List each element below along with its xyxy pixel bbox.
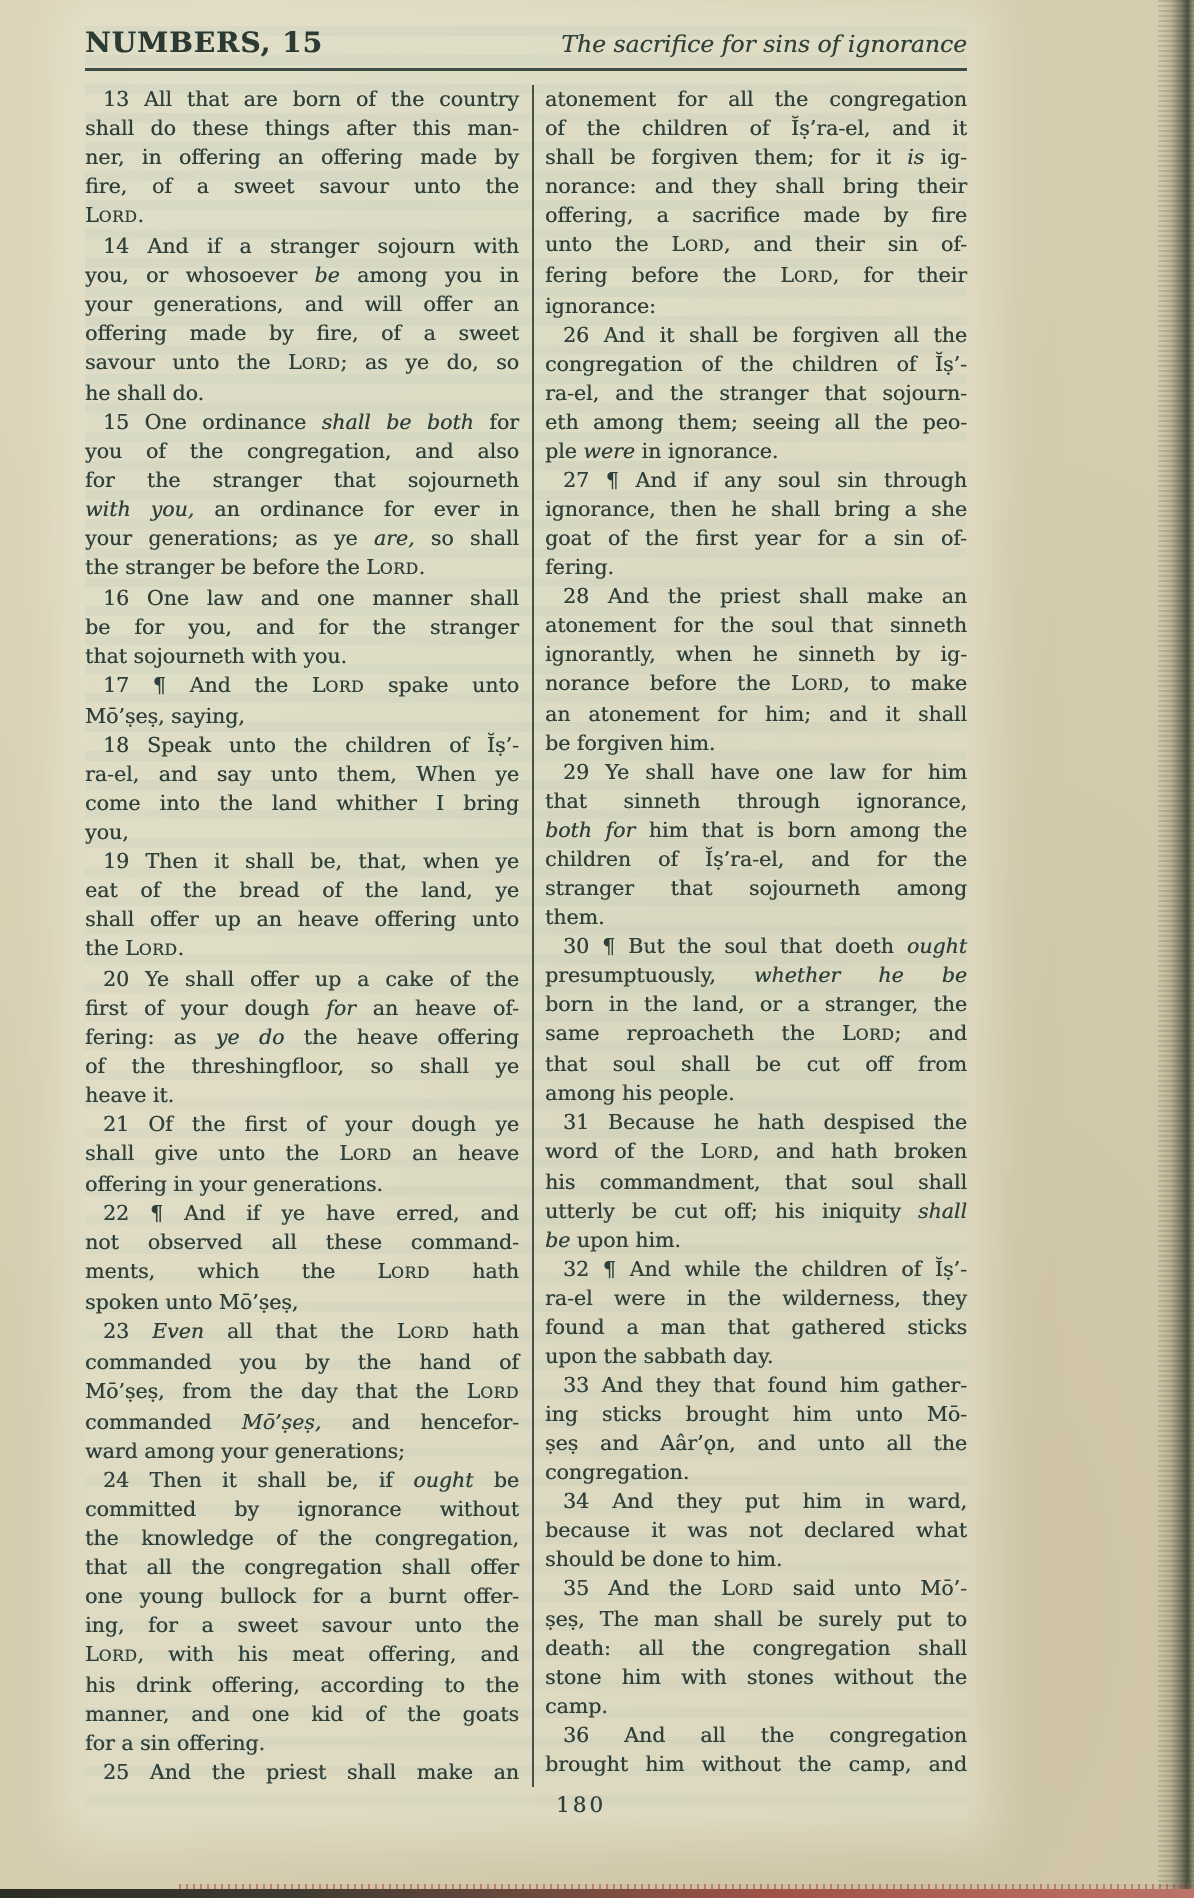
text-line: 16 One law and one manner shall [103, 586, 519, 610]
text-line: atonement for the soul that sinneth [544, 613, 967, 637]
running-header [85, 26, 967, 60]
text-line: shall be forgiven them; for it is ig- [544, 145, 967, 169]
header-rule [85, 68, 967, 71]
text-line: 20 Ye shall offer up a cake of the [103, 967, 519, 991]
text-line: ignorantly, when he sinneth by ig- [544, 642, 967, 666]
text-line: brought him without the camp, and [544, 1752, 967, 1776]
text-line: 31 Because he hath despised the [562, 1110, 967, 1134]
text-line: word of the LORD, and hath broken [544, 1139, 967, 1163]
text-line: offering in your generations. [85, 1172, 383, 1196]
text-line: an atonement for him; and it shall [544, 702, 967, 726]
text-line: upon the sabbath day. [544, 1344, 774, 1368]
text-line: should be done to him. [544, 1547, 783, 1571]
text-line: stranger that sojourneth among [544, 876, 967, 900]
text-line: ing, for a sweet savour unto the [85, 1613, 519, 1637]
text-line: savour unto the LORD; as ye do, so [85, 350, 519, 374]
text-line: his drink offering, according to the [85, 1673, 519, 1697]
text-line: 33 And they that found him gather- [562, 1373, 967, 1397]
text-line: ra-el, and the stranger that sojourn- [544, 381, 967, 405]
page-bottom-edge [0, 1889, 1194, 1898]
text-line: unto the LORD, and their sin of- [544, 232, 968, 256]
text-line: congregation. [544, 1460, 690, 1484]
text-line: 22 ¶ And if ye have erred, and [103, 1201, 519, 1225]
text-line: commanded you by the hand of [85, 1350, 519, 1374]
text-line: shall give unto the LORD an heave [85, 1141, 519, 1165]
text-line: you, [85, 820, 129, 844]
text-line: 27 ¶ And if any soul sin through [562, 468, 967, 492]
text-line: heave it. [85, 1083, 175, 1107]
text-line: 21 Of the first of your dough ye [103, 1112, 519, 1136]
text-line: 13 All that are born of the country [103, 87, 519, 111]
page-edge-shadow [1158, 0, 1194, 1898]
text-line: your generations, and will offer an [85, 292, 519, 316]
text-line: committed by ignorance without [85, 1497, 519, 1521]
text-line: Mō’ṣeṣ, from the day that the LORD [85, 1379, 519, 1403]
text-line: both for him that is born among the [544, 818, 967, 842]
text-line: fering. [544, 555, 614, 579]
text-line: spoken unto Mō’ṣeṣ, [85, 1290, 299, 1314]
text-line: that sinneth through ignorance, [544, 789, 967, 813]
text-line: ments, which the LORD hath [85, 1259, 519, 1283]
text-line: eth among them; seeing all the peo- [544, 410, 967, 434]
text-line: that all the congregation shall offer [85, 1555, 519, 1579]
text-line: ner, in offering an offering made by [85, 145, 519, 169]
text-line: he shall do. [85, 381, 205, 405]
text-line: utterly be cut off; his iniquity shall [544, 1199, 967, 1223]
text-line: because it was not declared what [544, 1518, 967, 1542]
text-line: first of your dough for an heave of- [85, 996, 519, 1020]
text-line: offering made by fire, of a sweet [85, 321, 519, 345]
text-line: 15 One ordinance shall be both for [103, 410, 519, 434]
text-line: 23 Even all that the LORD hath [103, 1319, 519, 1343]
text-line: born in the land, or a stranger, the [544, 992, 967, 1016]
text-line: fire, of a sweet savour unto the [85, 174, 519, 198]
text-line: for a sin offering. [85, 1731, 266, 1755]
text-line: commanded Mō’ṣeṣ, and hencefor- [85, 1410, 519, 1434]
text-line: manner, and one kid of the goats [85, 1702, 519, 1726]
text-line: 14 And if a stranger sojourn with [103, 234, 519, 258]
two-column-text [85, 85, 967, 1787]
text-block [85, 26, 967, 1818]
text-line: 18 Speak unto the children of Ĭṣ’- [103, 733, 519, 757]
text-line: 35 And the LORD said unto Mō’- [562, 1576, 967, 1600]
page-number: 180 [555, 1793, 607, 1818]
text-line: the stranger be before the LORD. [85, 555, 426, 579]
text-line: norance: and they shall bring their [544, 174, 967, 198]
text-line: 17 ¶ And the LORD spake unto [103, 673, 519, 697]
text-line: be for you, and for the stranger [85, 615, 519, 639]
right-column [545, 85, 967, 1787]
text-line: that sojourneth with you. [85, 644, 347, 668]
text-line: not observed all these command- [85, 1230, 519, 1254]
text-line: same reproacheth the LORD; and [544, 1021, 967, 1045]
text-line: 25 And the priest shall make an [103, 1760, 519, 1784]
text-line: the LORD. [85, 936, 185, 960]
text-line: of the children of Ĭṣ’ra-el, and it [544, 116, 967, 140]
text-line: camp. [544, 1694, 608, 1718]
text-line: norance before the LORD, to make [544, 671, 967, 695]
text-line: LORD, with his meat offering, and [85, 1642, 519, 1666]
text-line: his commandment, that soul shall [544, 1170, 967, 1194]
text-line: 30 ¶ But the soul that doeth ought [562, 934, 967, 958]
text-line: that soul shall be cut off from [544, 1052, 967, 1076]
text-line: 28 And the priest shall make an [562, 584, 967, 608]
text-line: shall offer up an heave offering unto [85, 907, 519, 931]
book-chapter-heading: NUMBERS, 15 [85, 26, 323, 59]
text-line: children of Ĭṣ’ra-el, and for the [544, 847, 967, 871]
text-line: them. [544, 905, 605, 929]
text-line: fering before the LORD, for their [544, 263, 967, 287]
text-line: stone him with stones without the [544, 1665, 967, 1689]
text-line: be forgiven him. [544, 731, 716, 755]
text-line: offering, a sacrifice made by fire [544, 203, 967, 227]
text-line: be upon him. [544, 1228, 681, 1252]
text-line: goat of the first year for a sin of- [544, 526, 967, 550]
text-line: Mō’ṣeṣ, saying, [85, 704, 245, 728]
text-line: 36 And all the congregation [562, 1723, 967, 1747]
text-line: 26 And it shall be forgiven all the [562, 323, 967, 347]
text-line: you of the congregation, and also [85, 439, 519, 463]
text-line: congregation of the children of Ĭṣ’- [544, 352, 967, 376]
text-line: ing sticks brought him unto Mō- [544, 1402, 967, 1426]
text-line: you, or whosoever be among you in [85, 263, 519, 287]
text-line: ignorance, then he shall bring a she [544, 497, 967, 521]
text-line: fering: as ye do the heave offering [85, 1025, 519, 1049]
text-line: one young bullock for a burnt offer- [85, 1584, 519, 1608]
text-line: ple were in ignorance. [544, 439, 779, 463]
text-line: ra-el were in the wilderness, they [544, 1286, 967, 1310]
text-line: among his people. [544, 1081, 735, 1105]
left-column [85, 85, 519, 1787]
text-line: death: all the congregation shall [544, 1636, 967, 1660]
text-line: for the stranger that sojourneth [85, 468, 519, 492]
text-line: with you, an ordinance for ever in [85, 497, 519, 521]
text-line: atonement for all the congregation [544, 87, 967, 111]
text-line: 19 Then it shall be, that, when ye [103, 849, 519, 873]
text-line: eat of the bread of the land, ye [85, 878, 519, 902]
text-line: 29 Ye shall have one law for him [562, 760, 967, 784]
text-line: 32 ¶ And while the children of Ĭṣ’- [562, 1257, 967, 1281]
running-head-summary: The sacrifice for sins of ignorance [561, 30, 967, 58]
text-line: found a man that gathered sticks [544, 1315, 967, 1339]
text-line: shall do these things after this man- [85, 116, 519, 140]
text-line: ignorance: [544, 294, 656, 318]
text-line: your generations; as ye are, so shall [85, 526, 519, 550]
text-line: the knowledge of the congregation, [85, 1526, 519, 1550]
column-divider [532, 85, 534, 1787]
text-line: of the threshingfloor, so shall ye [85, 1054, 519, 1078]
text-line: 34 And they put him in ward, [562, 1489, 967, 1513]
text-line: ra-el, and say unto them, When ye [85, 762, 519, 786]
text-line: ward among your generations; [85, 1439, 405, 1463]
text-line: 24 Then it shall be, if ought be [103, 1468, 519, 1492]
text-line: LORD. [85, 203, 144, 227]
text-line: presumptuously, whether he be [544, 963, 967, 987]
text-line: come into the land whither I bring [85, 791, 519, 815]
text-line: ṣeṣ, The man shall be surely put to [544, 1607, 967, 1631]
text-line: ṣeṣ and Aâr’ǫn, and unto all the [544, 1431, 967, 1455]
